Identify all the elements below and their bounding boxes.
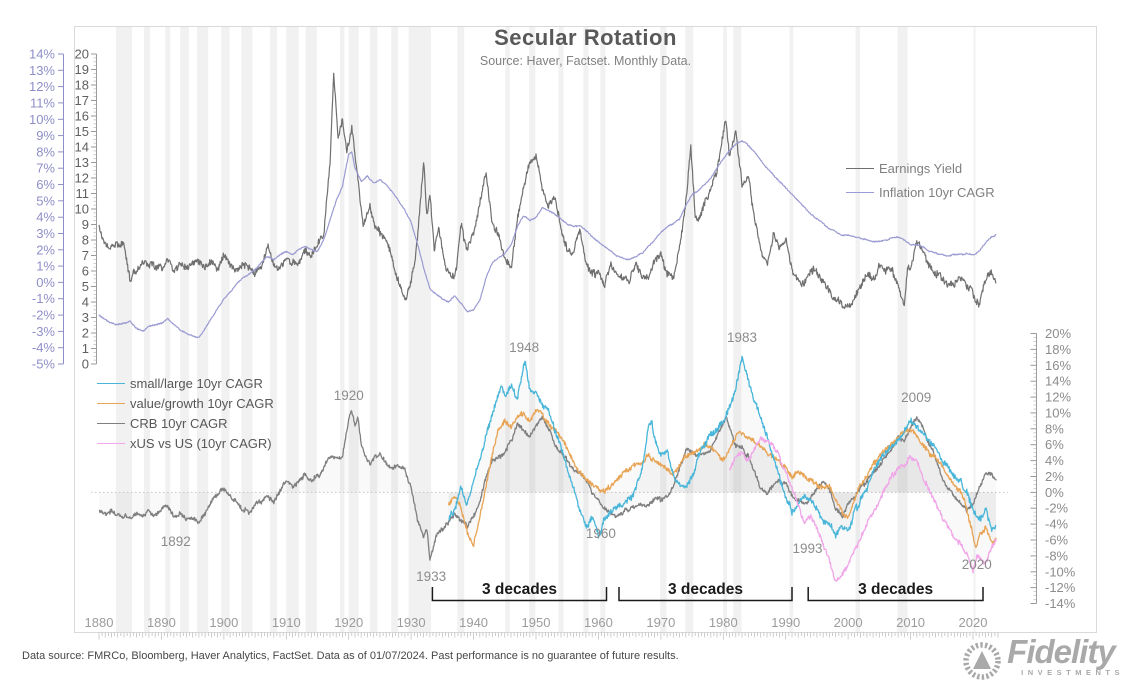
x-axis-year-label: 1960 [583, 615, 613, 630]
left-pct-axis-label: 2% [36, 242, 55, 258]
right-axis-label: 4% [1045, 453, 1064, 469]
left-pct-axis-label: -1% [31, 291, 55, 307]
left-level-axis-label: 12 [74, 170, 89, 186]
left-pct-axis-label: 14% [28, 46, 55, 62]
recession-band [116, 27, 132, 633]
x-axis-year-label: 1950 [521, 615, 551, 630]
left-pct-axis-label: 9% [36, 128, 55, 144]
left-level-axis-label: 7 [81, 248, 89, 263]
left-pct-axis-label: -2% [31, 307, 55, 323]
left-pct-axis-label: 13% [28, 62, 55, 78]
annotation-1960: 1960 [585, 526, 616, 541]
left-level-axis-label: 11 [75, 186, 89, 201]
left-level-axis-label: 9 [81, 217, 89, 232]
left-pct-axis-label: 5% [36, 193, 55, 209]
recession-band [349, 27, 359, 633]
left-level-axis-label: 18 [74, 77, 89, 93]
left-level-axis-label: 19 [74, 62, 89, 77]
legend-label: Earnings Yield [879, 160, 963, 176]
right-axis-label: -6% [1045, 532, 1069, 548]
right-axis-label: 18% [1045, 341, 1072, 357]
annotation-2020: 2020 [961, 557, 992, 572]
legend-item [97, 433, 274, 453]
legend-label: xUS vs US (10yr CAGR) [130, 435, 272, 451]
left-level-axis-label: 1 [81, 341, 89, 356]
left-pct-axis-label: 7% [36, 160, 55, 176]
x-axis-year-label: 1910 [271, 615, 301, 630]
left-level-axis-label: 3 [81, 310, 89, 325]
right-axis-label: -10% [1045, 564, 1076, 580]
left-level-axis-label: 20 [74, 46, 89, 62]
legend-label: small/large 10yr CAGR [130, 375, 263, 391]
right-axis-label: 10% [1045, 405, 1072, 421]
legend-label: Inflation 10yr CAGR [879, 184, 995, 200]
left-pct-axis-label: -3% [31, 323, 55, 339]
series-area-xus [730, 437, 997, 581]
legend-item [846, 156, 995, 180]
fidelity-investments-label: INVESTMENTS [1021, 668, 1124, 677]
recession-band [286, 27, 299, 633]
x-axis-year-label: 1900 [209, 615, 239, 630]
legend-item [846, 180, 995, 204]
legend-item [97, 373, 274, 393]
annotation-2009: 2009 [901, 390, 932, 405]
legend-line-swatch-xus [97, 443, 125, 444]
annotation-1933: 1933 [416, 569, 447, 584]
legend-top-panel [846, 156, 995, 204]
left-pct-axis-label: -4% [31, 340, 55, 356]
left-pct-axis-label: 8% [36, 144, 55, 160]
recession-band [340, 27, 344, 633]
left-level-axis-label: 16 [74, 108, 89, 124]
legend-label: CRB 10yr CAGR [130, 415, 228, 431]
legend-line-swatch-earnings_yield [846, 168, 874, 169]
recession-band [241, 27, 252, 633]
annotation-1920: 1920 [333, 388, 364, 403]
fidelity-pyramid-icon [961, 640, 1003, 687]
left-level-axis-label: 17 [74, 93, 89, 108]
left-pct-axis-label: 11% [29, 95, 55, 111]
annotation-1983: 1983 [726, 330, 758, 345]
right-axis-label: -12% [1045, 580, 1076, 596]
recession-band [660, 27, 666, 633]
right-axis-label: -4% [1045, 516, 1069, 532]
x-axis-year-label: 1980 [708, 615, 738, 630]
right-axis-label: -2% [1045, 500, 1069, 516]
legend-bottom-panel [97, 373, 274, 453]
right-axis-label: 6% [1045, 437, 1064, 453]
left-level-axis-label: 4 [81, 294, 89, 310]
recession-band [685, 27, 693, 633]
left-level-axis-label: 13 [74, 155, 89, 170]
legend-line-swatch-small_large [97, 383, 125, 384]
right-axis-label: 2% [1045, 468, 1064, 484]
left-pct-axis-label: 10% [28, 111, 55, 127]
left-pct-axis-label: 12% [28, 79, 55, 95]
x-axis-year-label: 1970 [646, 615, 676, 630]
footer-disclaimer: Data source: FMRCo, Bloomberg, Haver Analytics, FactSet. Data as of 01/07/2024. Past performance is no guarantee of future results. [22, 650, 679, 662]
chart-subtitle: Source: Haver, Factset. Monthly Data. [479, 54, 692, 68]
recession-band [600, 27, 605, 633]
x-axis-year-label: 2020 [958, 615, 988, 630]
recession-band [370, 27, 378, 633]
left-pct-axis-label: 6% [36, 177, 55, 193]
x-axis-year-label: 1890 [146, 615, 176, 630]
recession-band [505, 27, 509, 633]
x-axis-year-label: 2000 [833, 615, 863, 630]
recession-band [197, 27, 208, 633]
legend-line-swatch-inflation [846, 192, 874, 193]
x-axis-year-label: 1990 [771, 615, 801, 630]
legend-line-swatch-crb [97, 423, 125, 424]
fidelity-logo [961, 633, 1124, 687]
annotation-1948: 1948 [509, 340, 540, 355]
bracket-label-1: 3 decades [481, 581, 557, 598]
legend-item [97, 413, 274, 433]
right-axis-label: 12% [1045, 389, 1072, 405]
x-axis-year-label: 1940 [459, 615, 489, 630]
left-level-axis-label: 6 [81, 263, 89, 279]
recession-band [270, 27, 277, 633]
right-axis-label: -8% [1045, 548, 1069, 564]
legend-label: value/growth 10yr CAGR [130, 395, 274, 411]
bracket-label-3: 3 decades [858, 581, 934, 598]
right-axis-label: 20% [1045, 326, 1072, 342]
left-pct-axis-label: 0% [36, 274, 55, 290]
left-level-axis-label: 5 [81, 279, 89, 294]
left-pct-axis-label: -5% [31, 356, 55, 372]
right-axis-label: 0% [1045, 484, 1064, 500]
recession-band [559, 27, 564, 633]
recession-band [306, 27, 317, 633]
x-axis-year-label: 1930 [396, 615, 426, 630]
right-axis-label: 16% [1045, 357, 1072, 373]
recession-band [583, 27, 588, 633]
page-title: Secular Rotation [494, 25, 677, 50]
recession-band [898, 27, 908, 633]
left-pct-axis-label: 4% [36, 209, 55, 225]
recession-band [391, 27, 398, 633]
left-level-axis-label: 15 [74, 124, 89, 139]
x-axis-year-label: 1880 [84, 615, 114, 630]
x-axis-year-label: 2010 [896, 615, 926, 630]
recession-band [457, 27, 464, 633]
annotation-1892: 1892 [160, 534, 191, 549]
fidelity-wordmark: Fidelity [1007, 633, 1115, 670]
right-axis-label: 14% [1045, 373, 1072, 389]
recession-band [529, 27, 535, 633]
bracket-label-2: 3 decades [668, 581, 743, 598]
left-pct-axis-label: 1% [36, 258, 55, 274]
legend-line-swatch-value_growth [97, 403, 125, 404]
right-axis-label: 8% [1045, 421, 1064, 437]
annotation-1993: 1993 [792, 541, 823, 556]
right-axis-label: -14% [1045, 596, 1076, 612]
left-pct-axis-label: 3% [36, 225, 55, 241]
left-level-axis-label: 0 [81, 356, 89, 372]
x-axis-year-label: 1920 [334, 615, 364, 630]
left-level-axis-label: 2 [81, 325, 89, 341]
legend-item [97, 393, 274, 413]
left-level-axis-label: 10 [74, 201, 89, 217]
left-level-axis-label: 8 [81, 232, 89, 248]
recession-band [221, 27, 229, 633]
left-level-axis-label: 14 [74, 139, 89, 155]
